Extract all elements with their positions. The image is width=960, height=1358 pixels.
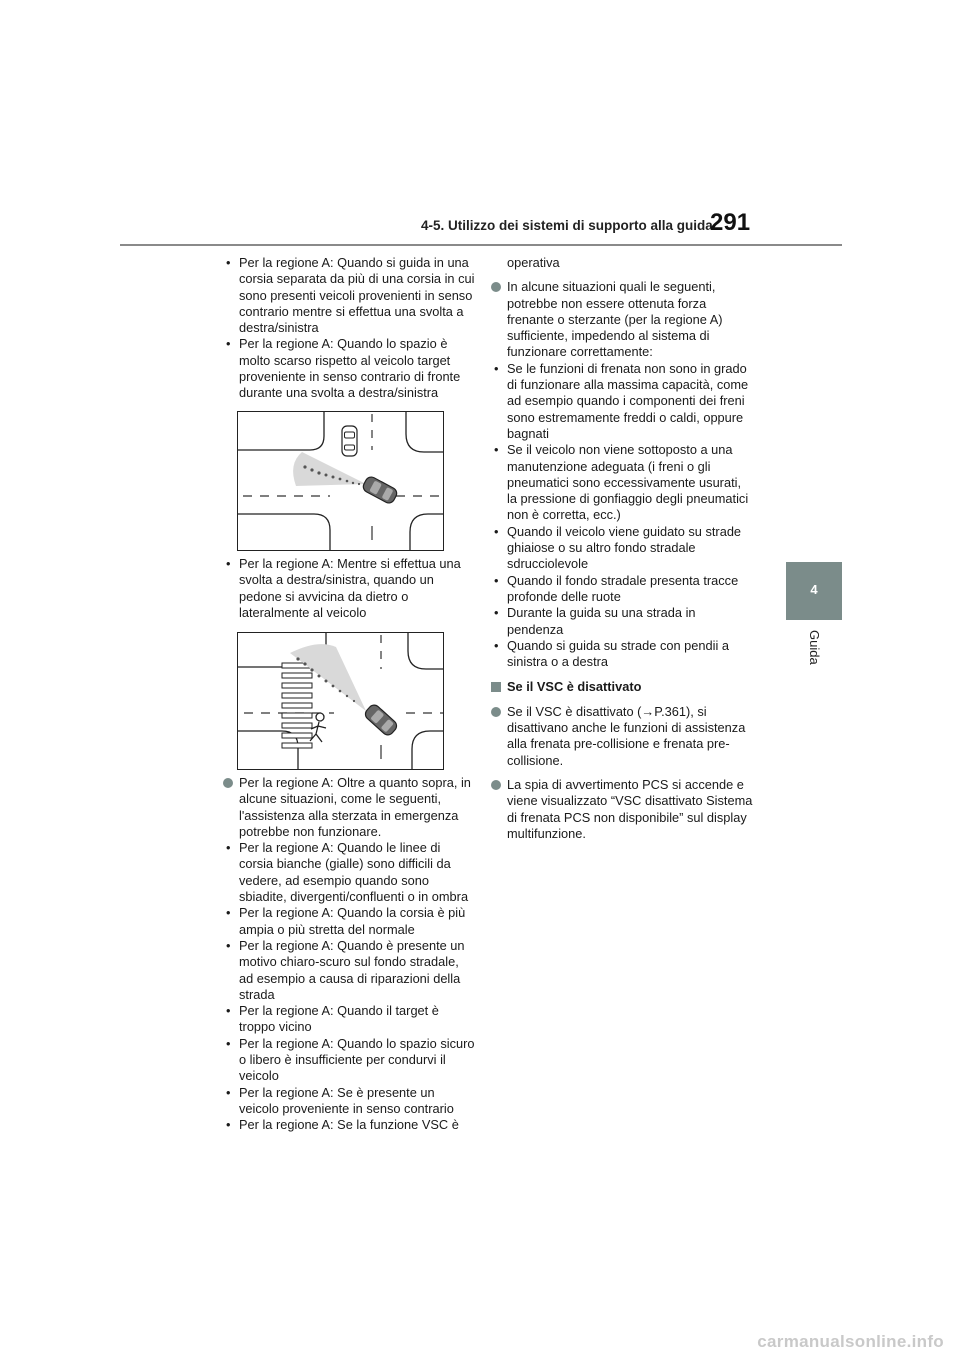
chapter-label xyxy=(800,630,826,690)
bullet-item: • Per la regione A: Mentre si effettua una svolta a destra/sinistra, quando un pedone si avvicina da dietro o lateralmente al veicolo xyxy=(223,556,475,621)
bullet-item: • Per la regione A: Quando lo spazio sicuro o libero è insufficiente per condurvi il veicolo xyxy=(223,1036,475,1085)
bullet-item: • Se il veicolo non viene sottoposto a una manutenzione adeguata (i freni o gli pneumatici sono eccessivamente usurati, la pressione di gonfiaggio degli pneumatici non è corretta, ecc.) xyxy=(491,442,753,523)
subheading: Se il VSC è disattivato xyxy=(491,679,753,695)
watermark: carmanualsonline.info xyxy=(757,1332,944,1351)
dot-bullet-icon xyxy=(491,707,501,717)
bullet-item: • Quando il veicolo viene guidato su strade ghiaiose o su altro fondo stradale sdrucciolevole xyxy=(491,524,753,573)
intersection-diagram xyxy=(238,412,443,550)
bullet-item: • Per la regione A: Quando è presente un motivo chiaro-scuro sul fondo stradale, ad esempio a causa di riparazioni della strada xyxy=(223,938,475,1003)
figure-oncoming-vehicle-turn xyxy=(237,411,444,551)
oncoming-car xyxy=(342,426,357,456)
bullet-item: • Per la regione A: Quando le linee di corsia bianche (gialle) sono difficili da vedere, ad esempio quando sono sbiadite, divergenti/confluenti o in ombra xyxy=(223,840,475,905)
dot-bullet-icon xyxy=(491,780,501,790)
bullet-item: • Per la regione A: Quando la corsia è più ampia o più stretta del normale xyxy=(223,905,475,938)
header-rule xyxy=(120,244,842,246)
figure-pedestrian-turn xyxy=(237,632,444,770)
dot-bullet-icon xyxy=(223,778,233,788)
left-column-top xyxy=(223,255,475,402)
bullet-item: • Per la regione A: Quando lo spazio è molto scarso rispetto al veicolo target proveniente in senso contrario di fronte durante una svolta a destra/sinistra xyxy=(223,336,475,401)
dot-item: La spia di avvertimento PCS si accende e viene visualizzato “VSC disattivato Sistema di frenata PCS non disponibile” sul display multifunzione. xyxy=(491,777,753,842)
own-car xyxy=(361,475,399,505)
section-title: 4-5. Utilizzo dei sistemi di supporto alla guida xyxy=(421,218,713,233)
continuation-text: operativa xyxy=(507,255,560,270)
own-car xyxy=(363,703,399,738)
chapter-label-text: Guida xyxy=(807,630,822,665)
bullet-item: • Per la regione A: Quando il target è troppo vicino xyxy=(223,1003,475,1036)
dot-item: Per la regione A: Oltre a quanto sopra, in alcune situazioni, come le seguenti, l'assistenza alla sterzata in emergenza potrebbe non funzionare. xyxy=(223,775,475,840)
left-column-middle xyxy=(223,556,475,621)
pedestrian-diagram xyxy=(238,633,443,769)
bullet-item: • Durante la guida su una strada in pendenza xyxy=(491,605,753,638)
square-bullet-icon xyxy=(491,682,501,692)
dot-item: In alcune situazioni quali le seguenti, potrebbe non essere ottenuta forza frenante o sterzante (per la regione A) sufficiente, impedendo al sistema di funzionare correttamente: xyxy=(491,279,753,360)
bullet-item: • Quando il fondo stradale presenta tracce profonde delle ruote xyxy=(491,573,753,606)
bullet-item: • Per la regione A: Quando si guida in una corsia separata da più di una corsia in cui sono presenti veicoli provenienti in senso contrario mentre si effettua una svolta a destra/sinistra xyxy=(223,255,475,336)
bullet-item: • Quando si guida su strade con pendii a sinistra o a destra xyxy=(491,638,753,671)
dot-item: Se il VSC è disattivato (→P.361), si disattivano anche le funzioni di assistenza alla frenata pre-collisione e frenata pre-collisione. xyxy=(491,704,753,769)
bullet-item: • Per la regione A: Se è presente un veicolo proveniente in senso contrario xyxy=(223,1085,475,1118)
left-column-bottom xyxy=(223,767,475,1134)
page-number: 291 xyxy=(710,209,751,236)
bullet-item: • Se le funzioni di frenata non sono in grado di funzionare alla massima capacità, come ad esempio quando i componenti dei freni sono estremamente freddi o caldi, oppure bagnati xyxy=(491,361,753,442)
bullet-item: • Per la regione A: Se la funzione VSC è xyxy=(223,1117,475,1133)
dot-bullet-icon xyxy=(491,282,501,292)
right-column xyxy=(491,255,753,842)
chapter-number: 4 xyxy=(810,582,818,597)
